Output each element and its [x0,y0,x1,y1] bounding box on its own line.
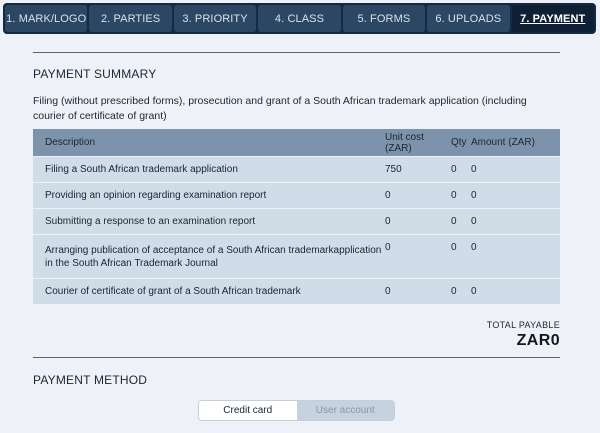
col-unit-cost: Unit cost (ZAR) [385,129,451,157]
payment-summary-table [33,129,560,304]
row-unit-cost: 0 [385,209,451,235]
col-description: Description [33,129,385,157]
row-description: Submitting a response to an examination report [33,209,385,235]
tab-forms[interactable]: 5. FORMS [343,5,425,32]
table-row [33,183,560,209]
total-payable-label: TOTAL PAYABLE [486,320,560,330]
user-account-option[interactable]: User account [297,401,395,420]
row-unit-cost: 0 [385,279,451,305]
row-qty: 0 [451,183,471,209]
payment-summary-title: PAYMENT SUMMARY [33,67,157,81]
tab-mark-logo[interactable]: 1. MARK/LOGO [5,5,87,32]
table-header-row [33,129,560,157]
row-qty: 0 [451,279,471,305]
col-amount: Amount (ZAR) [471,129,560,157]
row-description: Filing a South African trademark application [33,157,385,183]
tab-priority[interactable]: 3. PRIORITY [174,5,256,32]
tab-uploads[interactable]: 6. UPLOADS [427,5,509,32]
col-qty: Qty [451,129,471,157]
payment-method-title: PAYMENT METHOD [33,373,148,387]
row-description: Courier of certificate of grant of a South African trademark [33,279,385,305]
row-unit-cost: 750 [385,157,451,183]
row-amount: 0 [471,279,560,305]
total-payable-value: ZAR0 [516,332,560,349]
tab-parties[interactable]: 2. PARTIES [89,5,171,32]
row-amount: 0 [471,157,560,183]
row-amount: 0 [471,209,560,235]
tab-class[interactable]: 4. CLASS [258,5,340,32]
row-unit-cost: 0 [385,235,451,279]
row-unit-cost: 0 [385,183,451,209]
step-tabs [3,3,596,34]
row-qty: 0 [451,209,471,235]
row-amount: 0 [471,183,560,209]
table-row [33,235,560,279]
row-qty: 0 [451,157,471,183]
table-row [33,157,560,183]
table-row [33,209,560,235]
summary-intro: Filing (without prescribed forms), prosecution and grant of a South African trademark application (including courier of certificate of grant) [33,95,527,122]
payment-method-toggle [198,400,395,421]
row-description: Providing an opinion regarding examination report [33,183,385,209]
table-row [33,279,560,305]
row-amount: 0 [471,235,560,279]
divider [33,357,560,358]
divider [33,52,560,53]
row-qty: 0 [451,235,471,279]
tab-payment[interactable]: 7. PAYMENT [512,5,594,32]
credit-card-option[interactable]: Credit card [199,401,297,420]
row-description: Arranging publication of acceptance of a South African trademarkapplication in the South African Trademark Journal [33,235,385,279]
